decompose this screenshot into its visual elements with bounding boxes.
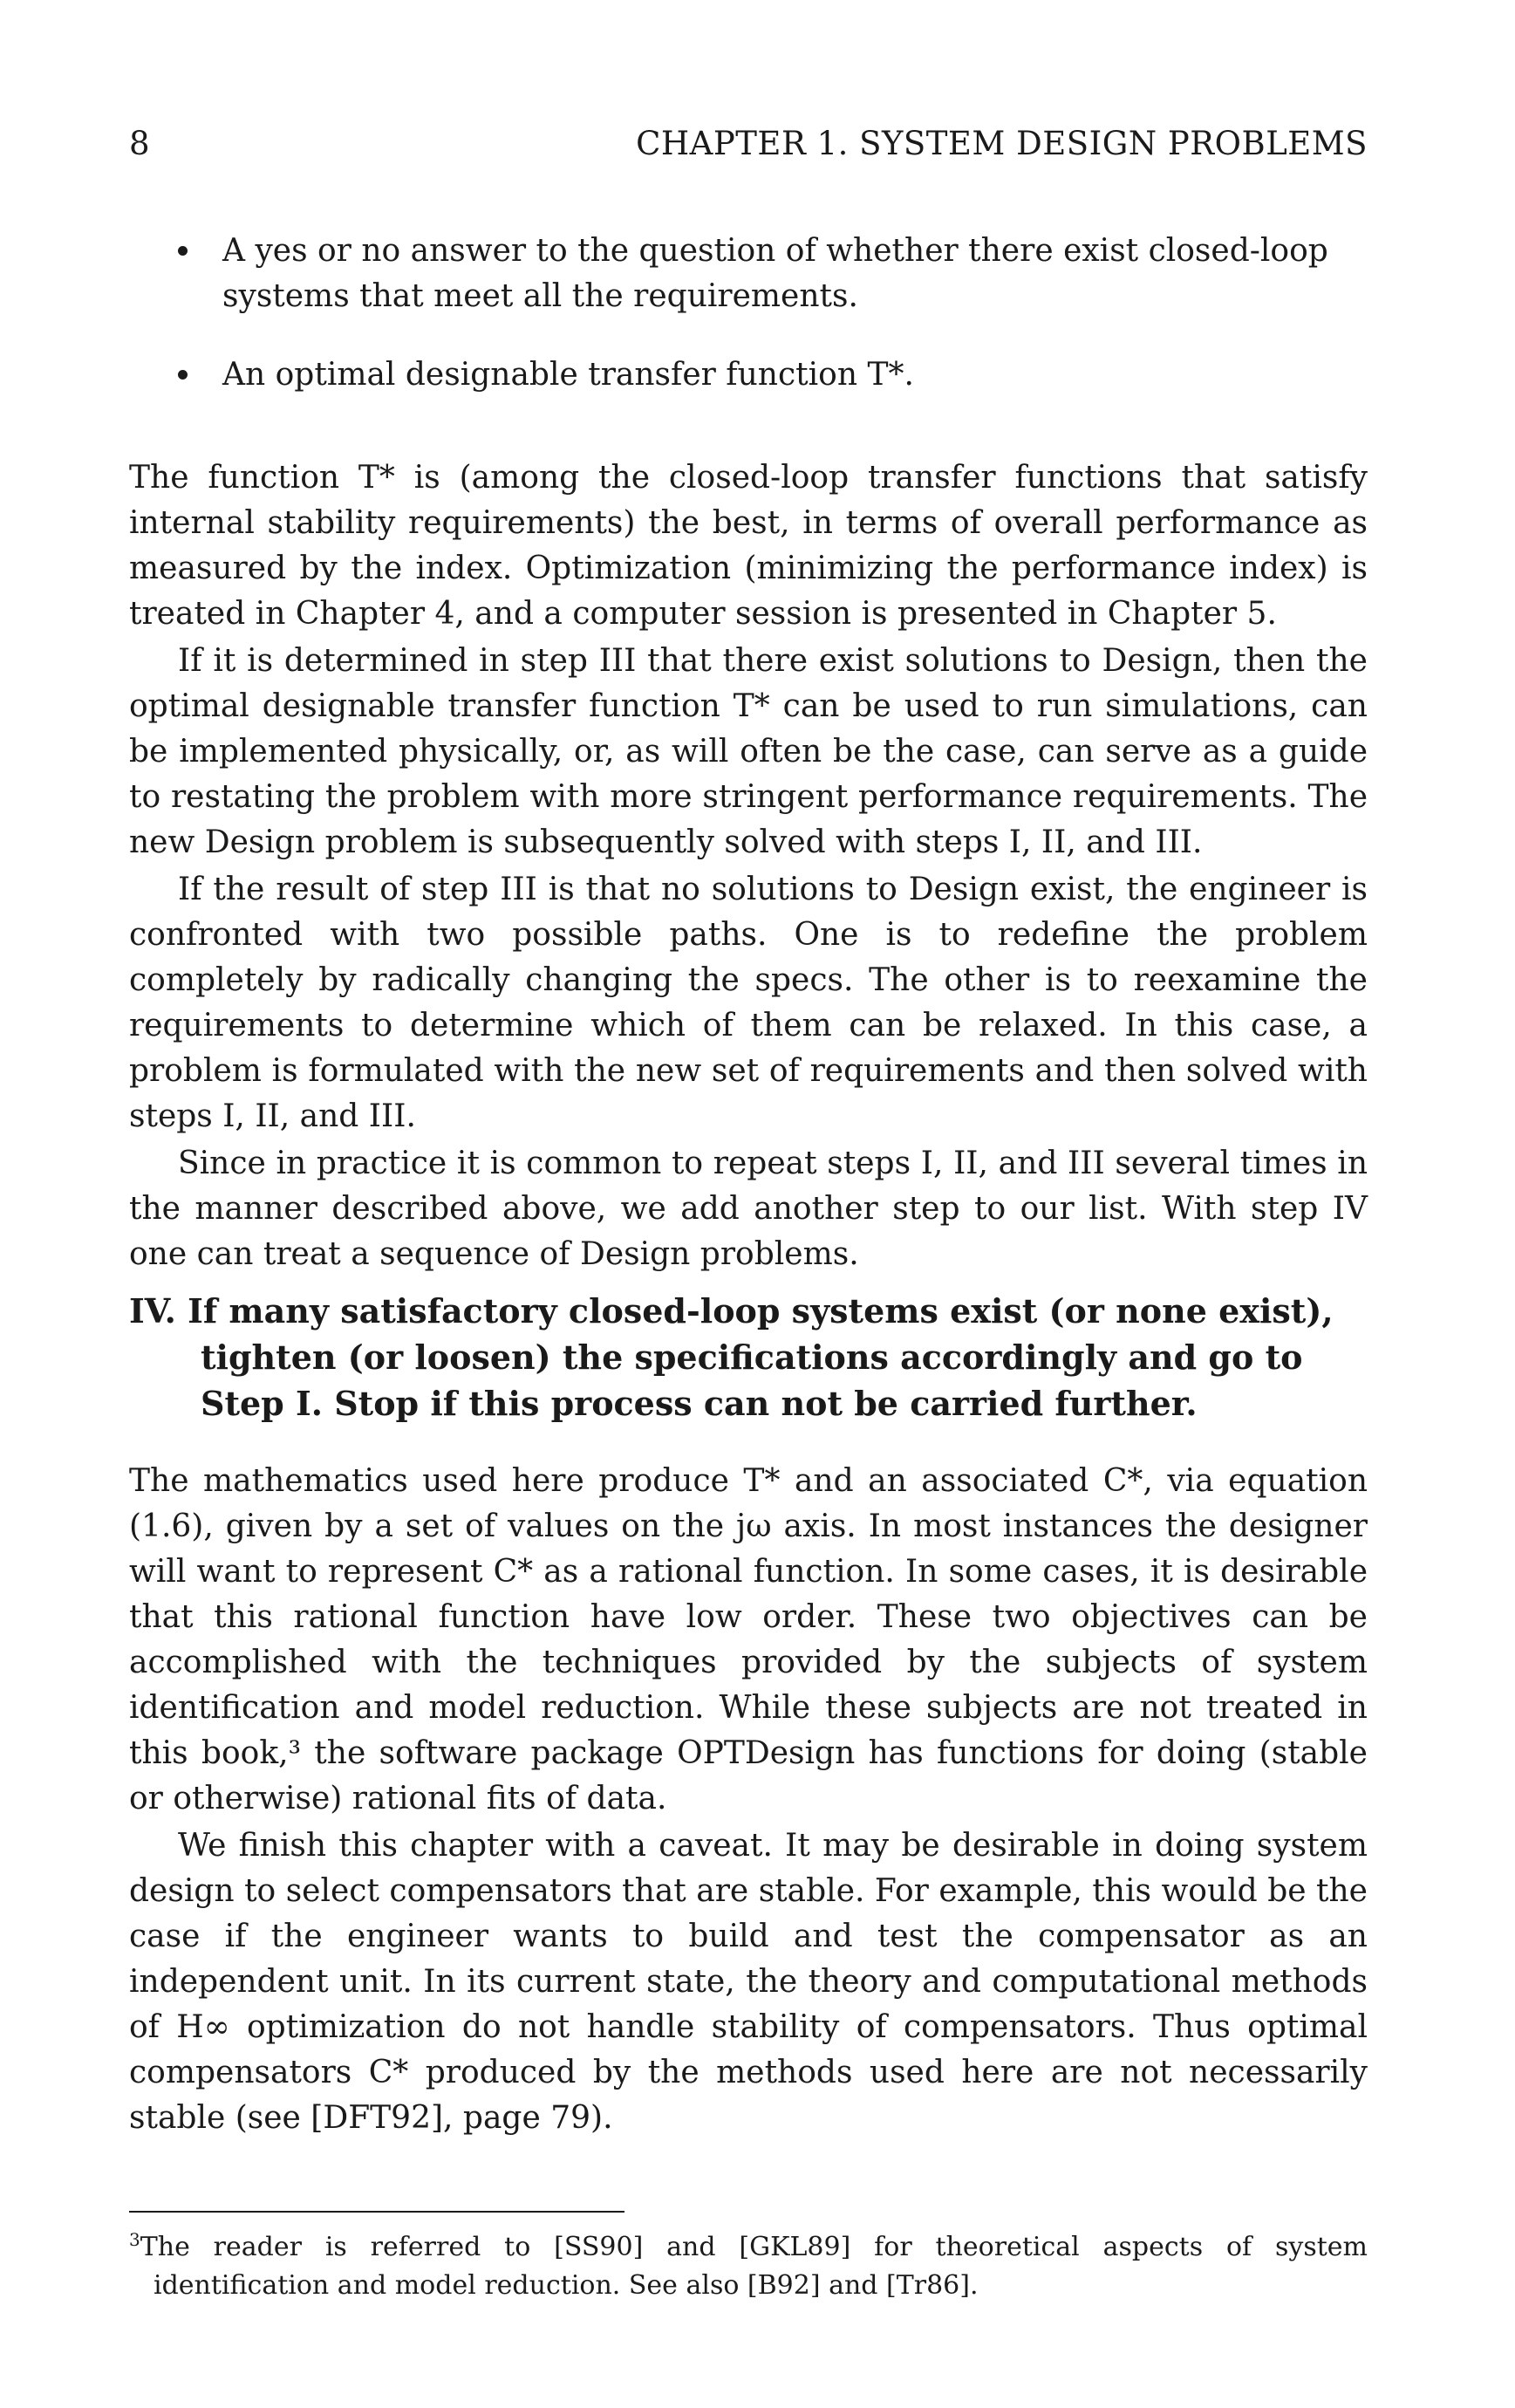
- paragraph: We finish this chapter with a caveat. It may be desirable in doing system design to select compensators that are stable. For example, this would be the case if the engineer wants to build and test the compensator as an independent unit. In its current state, the theory and computational methods of H∞ optimization do not handle stability of compensators. Thus optimal compensators C* produced by the methods used here are not necessarily stable (see [DFT92], page 79).: [129, 1828, 1368, 2136]
- list-item: [129, 229, 1368, 319]
- bullet-icon: [178, 246, 188, 256]
- bullet-icon: [178, 370, 188, 380]
- body-text-bottom: [129, 1459, 1368, 2141]
- body-text-top: [129, 455, 1368, 1277]
- chapter-title: CHAPTER 1. SYSTEM DESIGN PROBLEMS: [636, 125, 1368, 162]
- step-iv-heading: IV. If many satisfactory closed-loop systems exist (or none exist), tighten (or loosen) the specifications accordingly and go to Step I. Stop if this process can not be carried further.: [129, 1291, 1334, 1423]
- list-item: [129, 352, 1368, 398]
- bullet-text: A yes or no answer to the question of whether there exist closed-loop systems that meet all the requirements.: [222, 233, 1328, 314]
- page-number: 8: [129, 125, 151, 162]
- footnote-mark: 3: [129, 2229, 140, 2250]
- paragraph: The mathematics used here produce T* and an associated C*, via equation (1.6), given by a set of values on the jω axis. In most instances the designer will want to represent C* as a rational function. In some cases, it is desirable that this rational function have low order. These two objectives can be accomplished with the techniques provided by the subjects of system identification and model reduction. While these subjects are not treated in this book,³ the software package OPTDesign has functions for doing (stable or otherwise) rational fits of data.: [129, 1463, 1368, 1816]
- paragraph: If it is determined in step III that there exist solutions to Design, then the optimal designable transfer function T* can be used to run simulations, can be implemented physically, or, as will often be the case, can serve as a guide to restating the problem with more stringent performance requirements. The new Design problem is subsequently solved with steps I, II, and III.: [129, 643, 1368, 860]
- footnote: [129, 2228, 1368, 2305]
- bullet-list: [129, 229, 1368, 398]
- footnote-divider: [129, 2211, 624, 2213]
- footnote-text: The reader is referred to [SS90] and [GKL89] for theoretical aspects of system identification and model reduction. See also [B92] and [Tr86].: [140, 2232, 1368, 2301]
- paragraph: If the result of step III is that no solutions to Design exist, the engineer is confronted with two possible paths. One is to redefine the problem completely by radically changing the specs. The other is to reexamine the requirements to determine which of them can be relaxed. In this case, a problem is formulated with the new set of requirements and then solved with steps I, II, and III.: [129, 872, 1368, 1134]
- paragraph: The function T* is (among the closed-loop transfer functions that satisfy internal stability requirements) the best, in terms of overall performance as measured by the index. Optimization (minimizing the performance index) is treated in Chapter 4, and a computer session is presented in Chapter 5.: [129, 460, 1368, 632]
- paragraph: Since in practice it is common to repeat steps I, II, and III several times in the manner described above, we add another step to our list. With step IV one can treat a sequence of Design problems.: [129, 1146, 1368, 1272]
- bullet-text: An optimal designable transfer function T*.: [222, 357, 914, 393]
